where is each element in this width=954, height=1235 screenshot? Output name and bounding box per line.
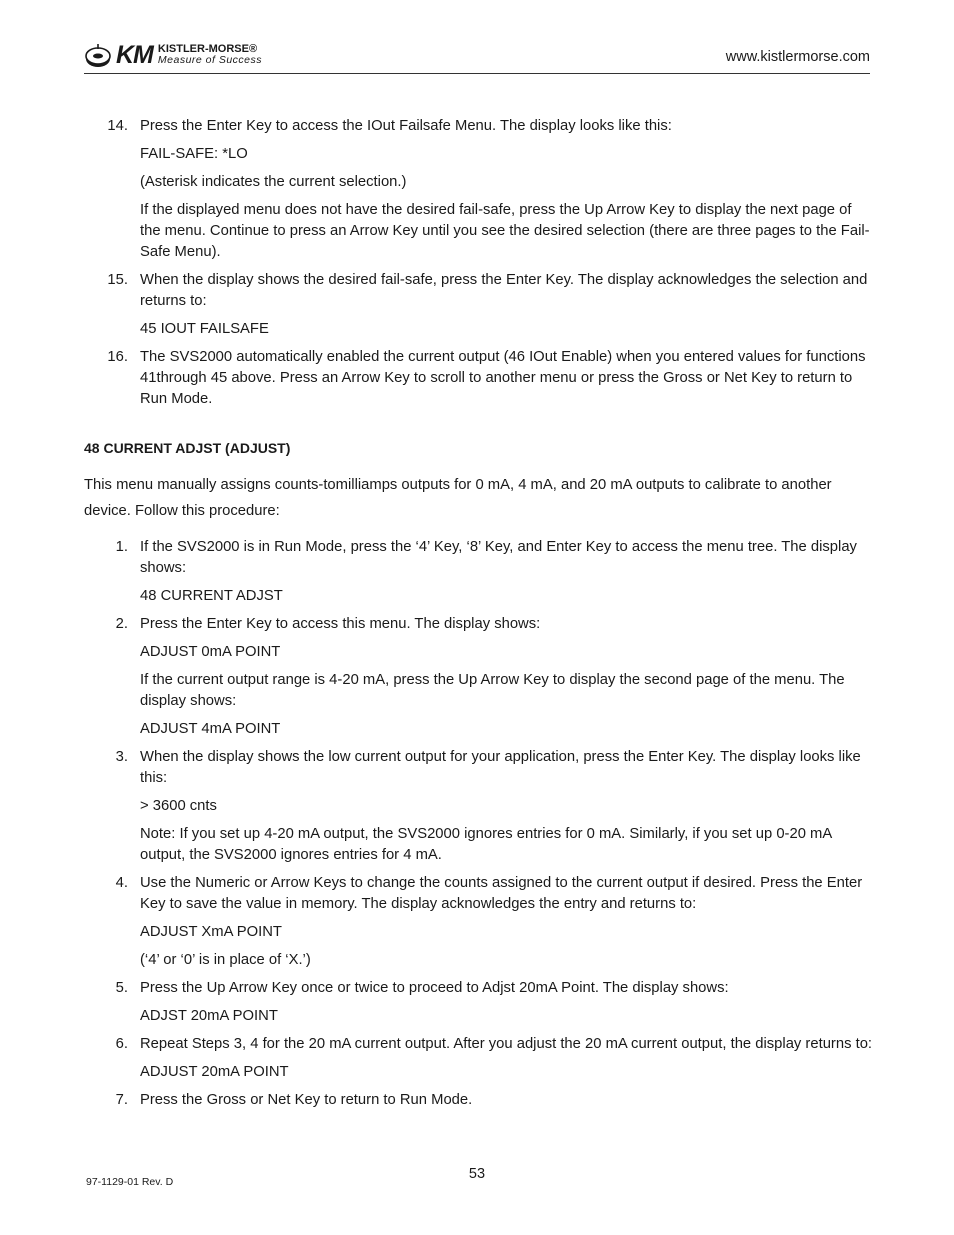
step-3	[84, 747, 874, 789]
step-number: 1.	[115, 539, 128, 555]
section-intro: This menu manually assigns counts-tomilliamps outputs for 0 mA, 4 mA, and 20 mA outputs to calibrate to another device. Follow this procedure:	[84, 477, 832, 519]
step-number: 2.	[115, 616, 128, 632]
logo-tagline: Measure of Success	[157, 54, 263, 66]
company-logo	[84, 39, 262, 71]
step-text: When the display shows the desired fail-safe, press the Enter Key. The display acknowledges the selection and returns to:	[140, 272, 868, 309]
display-readout: FAIL-SAFE: *LO	[140, 146, 248, 162]
page-header	[84, 36, 870, 74]
display-readout: ADJUST XmA POINT	[140, 924, 282, 940]
step-number: 7.	[115, 1092, 128, 1108]
website-url: www.kistlermorse.com	[725, 49, 870, 65]
display-readout: ADJUST 0mA POINT	[140, 644, 281, 660]
step-2	[84, 614, 874, 635]
page-number: 53	[468, 1166, 486, 1182]
step-text: When the display shows the low current output for your application, press the Enter Key. The display looks like this:	[140, 749, 861, 786]
step-number: 14.	[107, 118, 128, 134]
display-readout: ADJST 20mA POINT	[140, 1008, 278, 1024]
document-body	[84, 116, 874, 1118]
document-number: 97-1129-01 Rev. D	[86, 1176, 174, 1188]
step-text: Press the Gross or Net Key to return to Run Mode.	[140, 1092, 473, 1108]
step-note: (Asterisk indicates the current selection.)	[140, 174, 407, 190]
display-readout: 48 CURRENT ADJST	[140, 588, 283, 604]
step-text: Press the Enter Key to access the IOut Failsafe Menu. The display looks like this:	[140, 118, 672, 134]
display-readout: ADJUST 20mA POINT	[140, 1064, 289, 1080]
step-14	[84, 116, 874, 137]
step-15	[84, 270, 874, 312]
step-number: 4.	[115, 875, 128, 891]
display-readout: 45 IOUT FAILSAFE	[140, 321, 269, 337]
step-note: Note: If you set up 4-20 mA output, the SVS2000 ignores entries for 0 mA. Similarly, if you set up 0-20 mA output, the SVS2000 ignores entries for 4 mA.	[140, 826, 832, 863]
step-number: 6.	[115, 1036, 128, 1052]
step-text: Press the Enter Key to access this menu. The display shows:	[140, 616, 541, 632]
step-paragraph: If the current output range is 4-20 mA, press the Up Arrow Key to display the second page of the menu. The display shows:	[140, 672, 845, 709]
step-text: Repeat Steps 3, 4 for the 20 mA current output. After you adjust the 20 mA current output, the display returns to:	[140, 1036, 873, 1052]
step-7	[84, 1090, 874, 1111]
step-text: Use the Numeric or Arrow Keys to change the counts assigned to the current output if desired. Press the Enter Key to save the value in memory. The display acknowledges the entry and returns to:	[140, 875, 863, 912]
display-readout: ADJUST 4mA POINT	[140, 721, 281, 737]
kistler-morse-logo-icon	[84, 41, 112, 69]
step-4	[84, 873, 874, 915]
step-note: (‘4’ or ‘0’ is in place of ‘X.’)	[140, 952, 311, 968]
step-text: If the SVS2000 is in Run Mode, press the ‘4’ Key, ‘8’ Key, and Enter Key to access the menu tree. The display shows:	[140, 539, 857, 576]
step-number: 3.	[115, 749, 128, 765]
step-number: 15.	[107, 272, 128, 288]
step-1	[84, 537, 874, 579]
step-number: 16.	[107, 349, 128, 365]
step-paragraph: If the displayed menu does not have the desired fail-safe, press the Up Arrow Key to display the next page of the menu. Continue to press an Arrow Key until you see the desired selection (there are three pages to the Fail-Safe Menu).	[140, 202, 870, 260]
step-text: The SVS2000 automatically enabled the current output (46 IOut Enable) when you entered values for functions 41through 45 above. Press an Arrow Key to scroll to another menu or press the Gross or Net Key to return to Run Mode.	[140, 349, 866, 407]
step-16	[84, 347, 874, 410]
step-6	[84, 1034, 874, 1055]
logo-monogram: KM	[116, 40, 153, 69]
step-5	[84, 978, 874, 999]
step-text: Press the Up Arrow Key once or twice to proceed to Adjst 20mA Point. The display shows:	[140, 980, 729, 996]
section-heading: 48 CURRENT ADJST (ADJUST)	[84, 440, 291, 456]
step-number: 5.	[115, 980, 128, 996]
logo-company-name: KISTLER-MORSE®	[157, 43, 258, 55]
display-readout: > 3600 cnts	[140, 798, 217, 814]
